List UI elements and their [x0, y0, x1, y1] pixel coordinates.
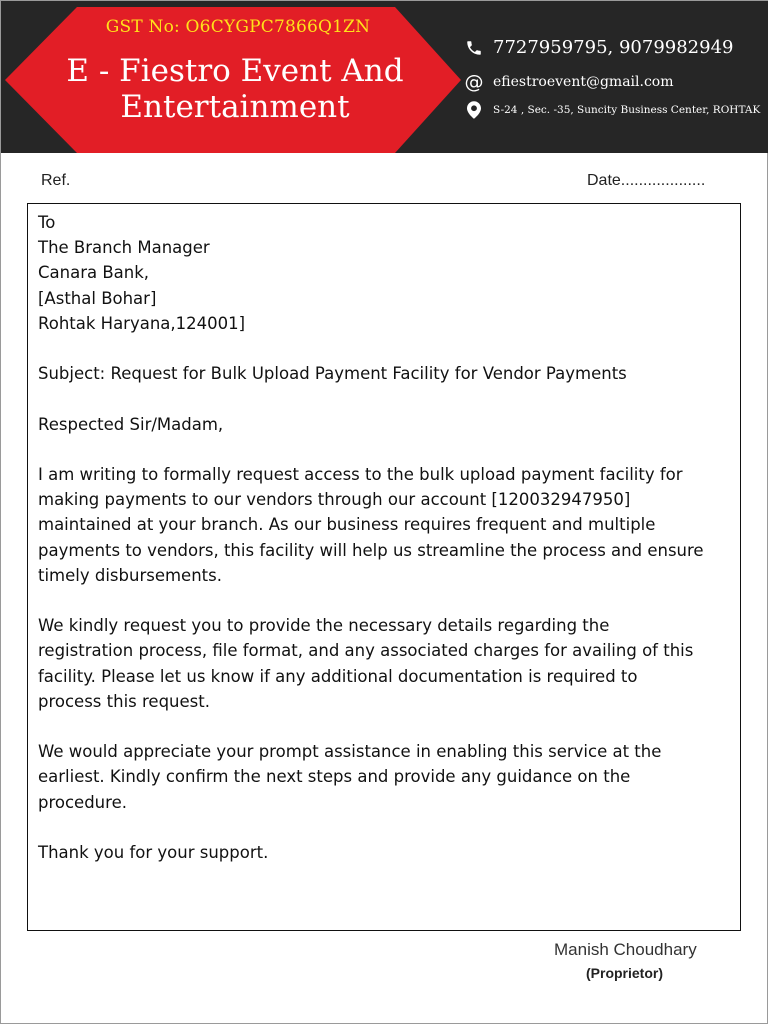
address-row: [463, 101, 760, 119]
at-sign-icon: @: [464, 71, 484, 93]
paragraph1-line: I am writing to formally request access to the bulk upload payment facility for: [38, 464, 683, 484]
recipient-line: Rohtak Haryana,124001]: [38, 313, 246, 333]
paragraph2-line: process this request.: [38, 691, 210, 711]
paragraph3-line: procedure.: [38, 792, 127, 812]
gst-number: GST No: O6CYGPC7866Q1ZN: [105, 17, 371, 37]
paragraph2-line: facility. Please let us know if any additional documentation is required to: [38, 666, 638, 686]
email-address: efiestroevent@gmail.com: [493, 74, 674, 90]
address-text: S-24 , Sec. -35, Suncity Business Center, ROHTAK: [493, 104, 761, 116]
phone-row: [463, 37, 734, 58]
phone-icon: [463, 39, 485, 57]
paragraph1-line: maintained at your branch. As our business requires frequent and multiple: [38, 515, 656, 535]
paragraph3-line: earliest. Kindly confirm the next steps and provide any guidance on the: [38, 767, 631, 787]
to-line: To: [38, 213, 56, 232]
closing-line: Thank you for your support.: [38, 842, 269, 862]
email-row: [463, 71, 674, 93]
paragraph1-line: timely disbursements.: [38, 565, 222, 585]
signature-role: (Proprietor): [586, 965, 663, 981]
phone-numbers: 7727959795, 9079982949: [493, 37, 734, 58]
subject-line: Subject: Request for Bulk Upload Payment Facility for Vendor Payments: [38, 364, 627, 384]
salutation: Respected Sir/Madam,: [38, 414, 224, 434]
paragraph2-line: We kindly request you to provide the necessary details regarding the: [38, 616, 610, 636]
paragraph2-line: registration process, file format, and any associated charges for availing of this: [38, 641, 694, 661]
paragraph3-line: We would appreciate your prompt assistance in enabling this service at the: [38, 742, 662, 762]
recipient-line: [Asthal Bohar]: [38, 288, 157, 308]
date-label: Date...................: [587, 172, 706, 189]
letterhead-banner: [1, 1, 768, 153]
company-name-line2: Entertainment: [120, 89, 350, 125]
company-name-line1: E - Fiestro Event And: [66, 53, 404, 89]
ref-label: Ref.: [41, 172, 71, 189]
company-logo-badge: [5, 7, 461, 153]
signature-name: Manish Choudhary: [554, 940, 697, 959]
recipient-line: Canara Bank,: [38, 263, 150, 283]
letter-content: [38, 210, 738, 865]
paragraph1-line: making payments to our vendors through our account [120032947950]: [38, 490, 631, 510]
recipient-line: The Branch Manager: [38, 238, 210, 258]
company-name: [25, 53, 445, 125]
letter-body-box: [27, 203, 741, 931]
location-pin-icon: [463, 101, 485, 119]
paragraph1-line: payments to vendors, this facility will help us streamline the process and ensure: [38, 540, 704, 560]
